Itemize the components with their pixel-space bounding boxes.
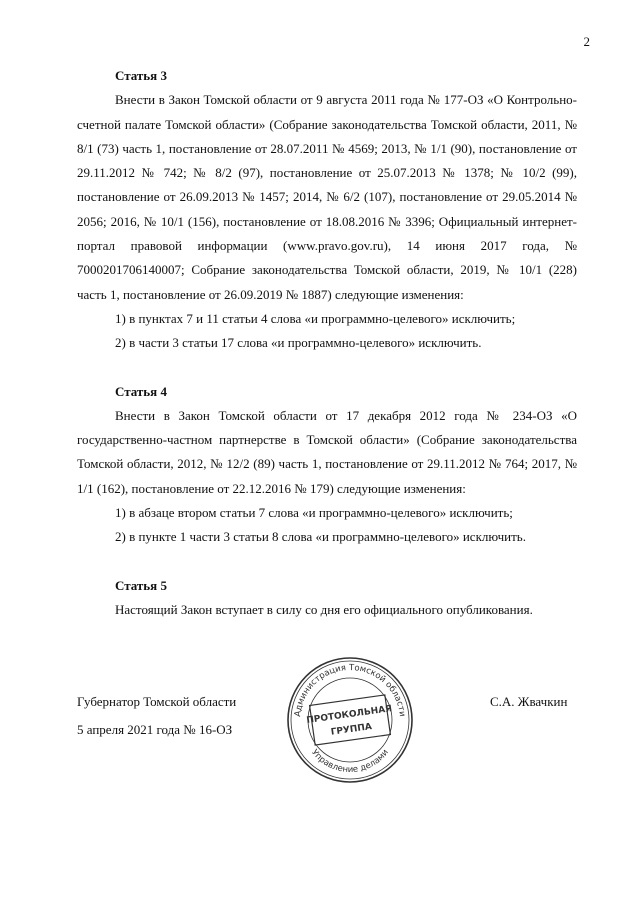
stamp-center-line1: ПРОТОКОЛЬНАЯ <box>305 704 393 727</box>
stamp-center-line2: ГРУППА <box>330 722 373 738</box>
svg-text:Администрация Томской области: Администрация Томской области <box>293 662 407 718</box>
page-number: 2 <box>583 34 590 49</box>
signatory-name: С.А. Жвачкин <box>490 694 568 709</box>
article-4-item-2: 2) в пункте 1 части 3 статьи 8 слова «и программно-целевого» исключить. <box>115 529 526 545</box>
article-3-heading: Статья 3 <box>115 68 167 83</box>
svg-text:Управление делами: Управление делами <box>309 747 391 776</box>
article-5-heading: Статья 5 <box>115 577 167 593</box>
article-3-item-1: 1) в пунктах 7 и 11 статьи 4 слова «и программно-целевого» исключить; <box>115 310 516 326</box>
article-4-item-1: 1) в абзаце втором статьи 7 слова «и программно-целевого» исключить; <box>115 505 513 521</box>
law-date-number: 5 апреля 2021 года № 16-ОЗ <box>77 722 233 737</box>
document-body <box>77 64 577 622</box>
signatory-title: Губернатор Томской области <box>77 694 237 709</box>
signature-block <box>77 688 236 744</box>
article-4-intro: Внести в Закон Томской области от 17 декабря 2012 года № 234-ОЗ «О государственно-частном партнерстве в Томской области» (Собрание законодательства Томской области, 2012, № 12/2 (89) часть 1, постановление от 29.11.2012 № 764; 2017, № 1/1 (162), постановление от 22.12.2016 № 179) следующие изменения: <box>77 407 577 496</box>
official-stamp <box>285 655 415 785</box>
article-4-heading: Статья 4 <box>115 383 167 399</box>
article-3-item-2: 2) в части 3 статьи 17 слова «и программно-целевого» исключить. <box>115 335 482 351</box>
article-5-intro: Настоящий Закон вступает в силу со дня его официального опубликования. <box>115 601 533 617</box>
article-3-intro: Внести в Закон Томской области от 9 августа 2011 года № 177-ОЗ «О Контрольно-счетной палате Томской области» (Собрание законодательства Томской области, 2011, № 8/1 (73) часть 1, постановление от 28.07.2011 № 4569; 2013, № 1/1 (90), постановление от 29.11.2012 № 742; № 8/2 (97), постановление от 25.07.2013 № 1378; № 10/2 (99), постановление от 26.09.2013 № 1457; 2014, № 6/2 (107), постановление от 29.05.2014 № 2056; 2016, № 10/1 (156), постановление от 18.08.2016 № 3396; Официальный интернет-портал правовой информации (www.pravo.gov.ru), 14 июня 2017 года, № 7000201706140007; Собрание законодательства Томской области, 2019, № 10/1 (228) часть 1, постановление от 26.09.2019 № 1887) следующие изменения: <box>77 92 577 302</box>
